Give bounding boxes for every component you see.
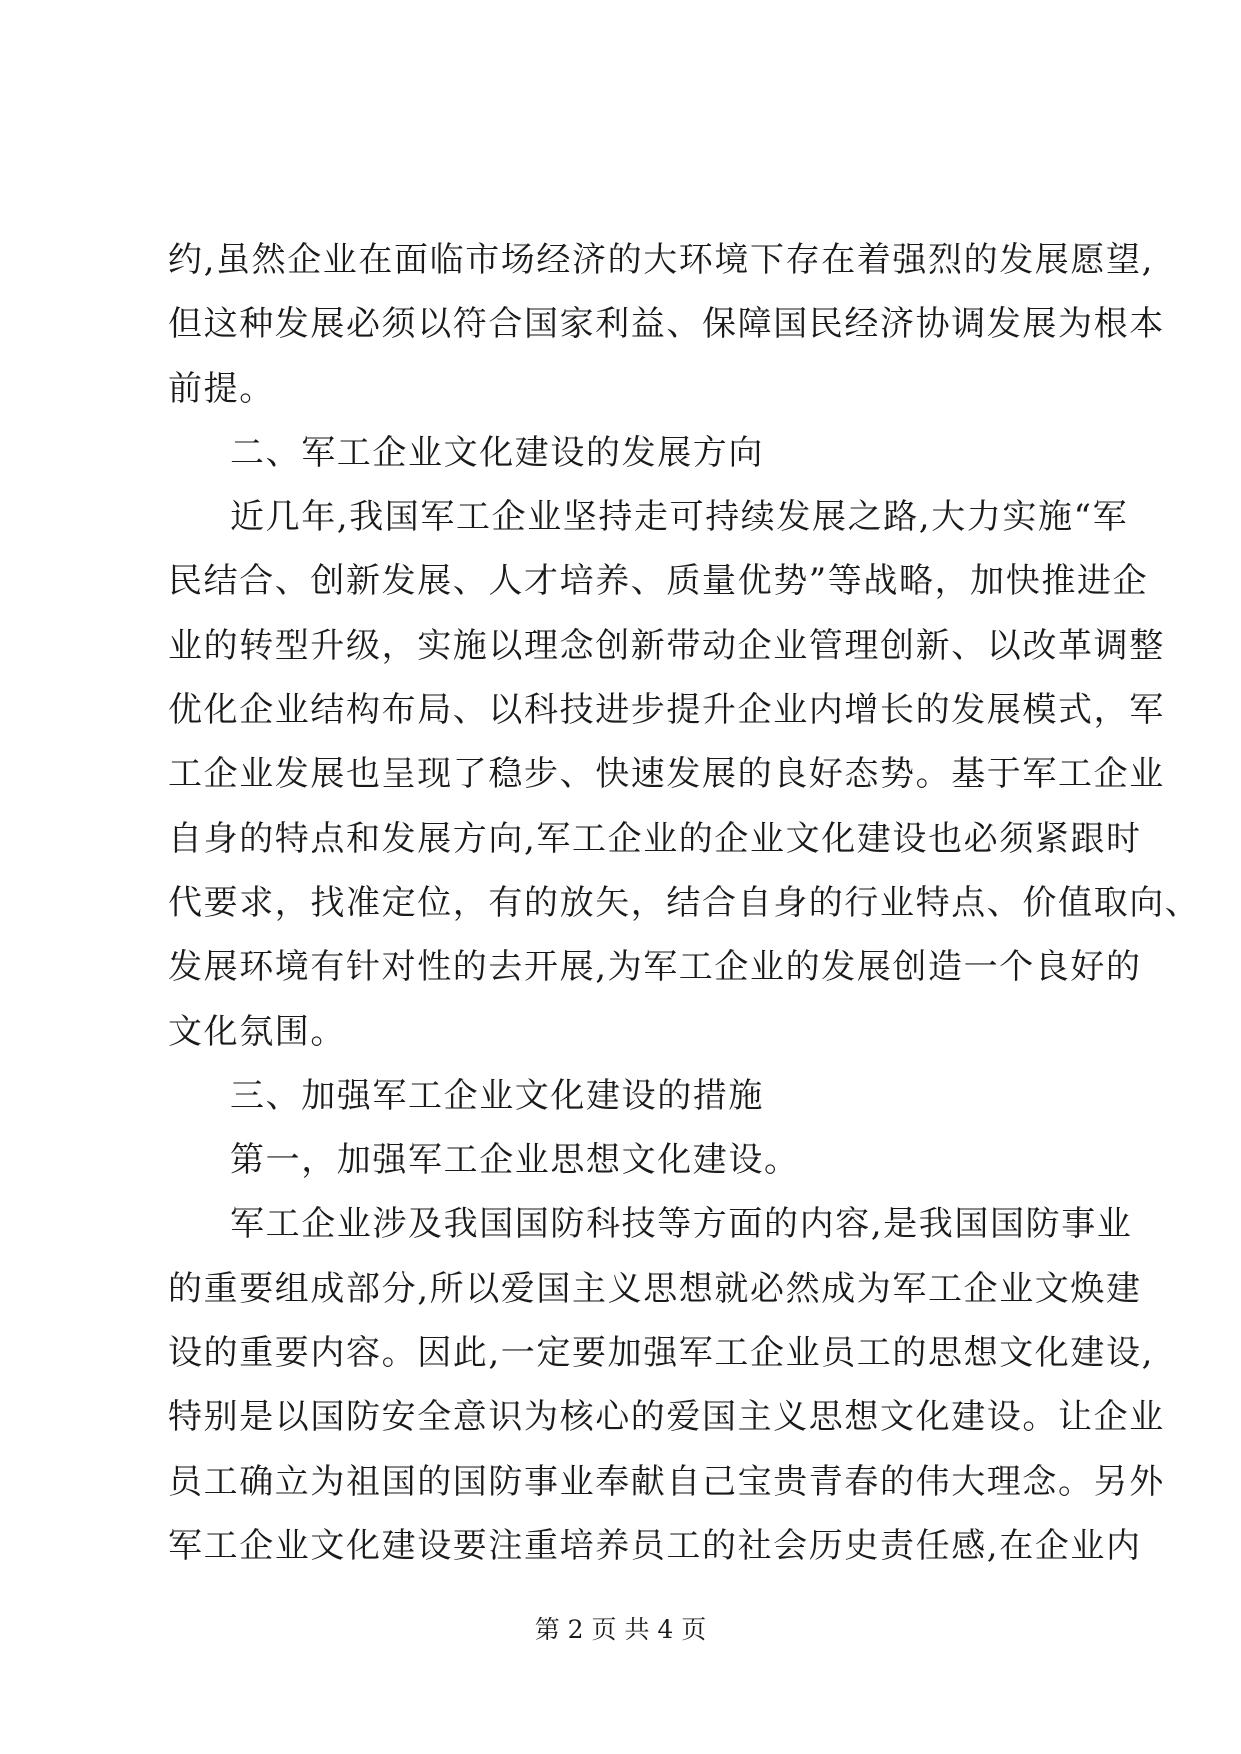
text-line-16: 军工企业涉及我国国防科技等方面的内容,是我国国防事业 <box>230 1204 1133 1245</box>
text-line-6: 民结合、创新发展、人才培养、质量优势”等战略，加快推进企 <box>168 561 1149 602</box>
text-line-12: 发展环境有针对性的去开展,为军工企业的发展创造一个良好的 <box>168 947 1142 988</box>
text-line-3: 前提。 <box>168 368 275 409</box>
subsection-heading-1: 第一，加强军工企业思想文化建设。 <box>230 1140 800 1181</box>
text-line-2: 但这种发展必须以符合国家利益、保障国民经济协调发展为根本 <box>168 304 1165 345</box>
text-line-7: 业的转型升级，实施以理念创新带动企业管理创新、以改革调整 <box>168 625 1165 666</box>
text-line-21: 军工企业文化建设要注重培养员工的社会历史责任感,在企业内 <box>168 1525 1142 1566</box>
text-line-10: 自身的特点和发展方向,军工企业的企业文化建设也必须紧跟时 <box>168 818 1142 859</box>
text-line-1: 约,虽然企业在面临市场经济的大环境下存在着强烈的发展愿望, <box>168 240 1155 280</box>
text-line-17: 的重要组成部分,所以爱国主义思想就必然成为军工企业文焕建 <box>168 1268 1142 1309</box>
text-line-18: 设的重要内容。因此,一定要加强军工企业员工的思想文化建设, <box>168 1333 1155 1374</box>
section-heading-2: 二、军工企业文化建设的发展方向 <box>230 432 764 473</box>
text-line-19: 特别是以国防安全意识为核心的爱国主义思想文化建设。让企业 <box>168 1397 1165 1438</box>
text-line-5: 近几年,我国军工企业坚持走可持续发展之路,大力实施“军 <box>230 497 1129 538</box>
text-line-20: 员工确立为祖国的国防事业奉献自己宝贵青春的伟大理念。另外 <box>168 1461 1165 1502</box>
page-number-footer: 第 2 页 共 4 页 <box>534 1615 707 1644</box>
text-line-9: 工企业发展也呈现了稳步、快速发展的良好态势。基于军工企业 <box>168 754 1165 795</box>
text-line-8: 优化企业结构布局、以科技进步提升企业内增长的发展模式，军 <box>168 690 1165 731</box>
section-heading-3: 三、加强军工企业文化建设的措施 <box>230 1075 764 1116</box>
text-line-13: 文化氛围。 <box>168 1011 346 1052</box>
document-body <box>168 228 1201 1578</box>
text-line-11: 代要求，找准定位，有的放矢，结合自身的行业特点、价值取向、 <box>168 882 1201 923</box>
